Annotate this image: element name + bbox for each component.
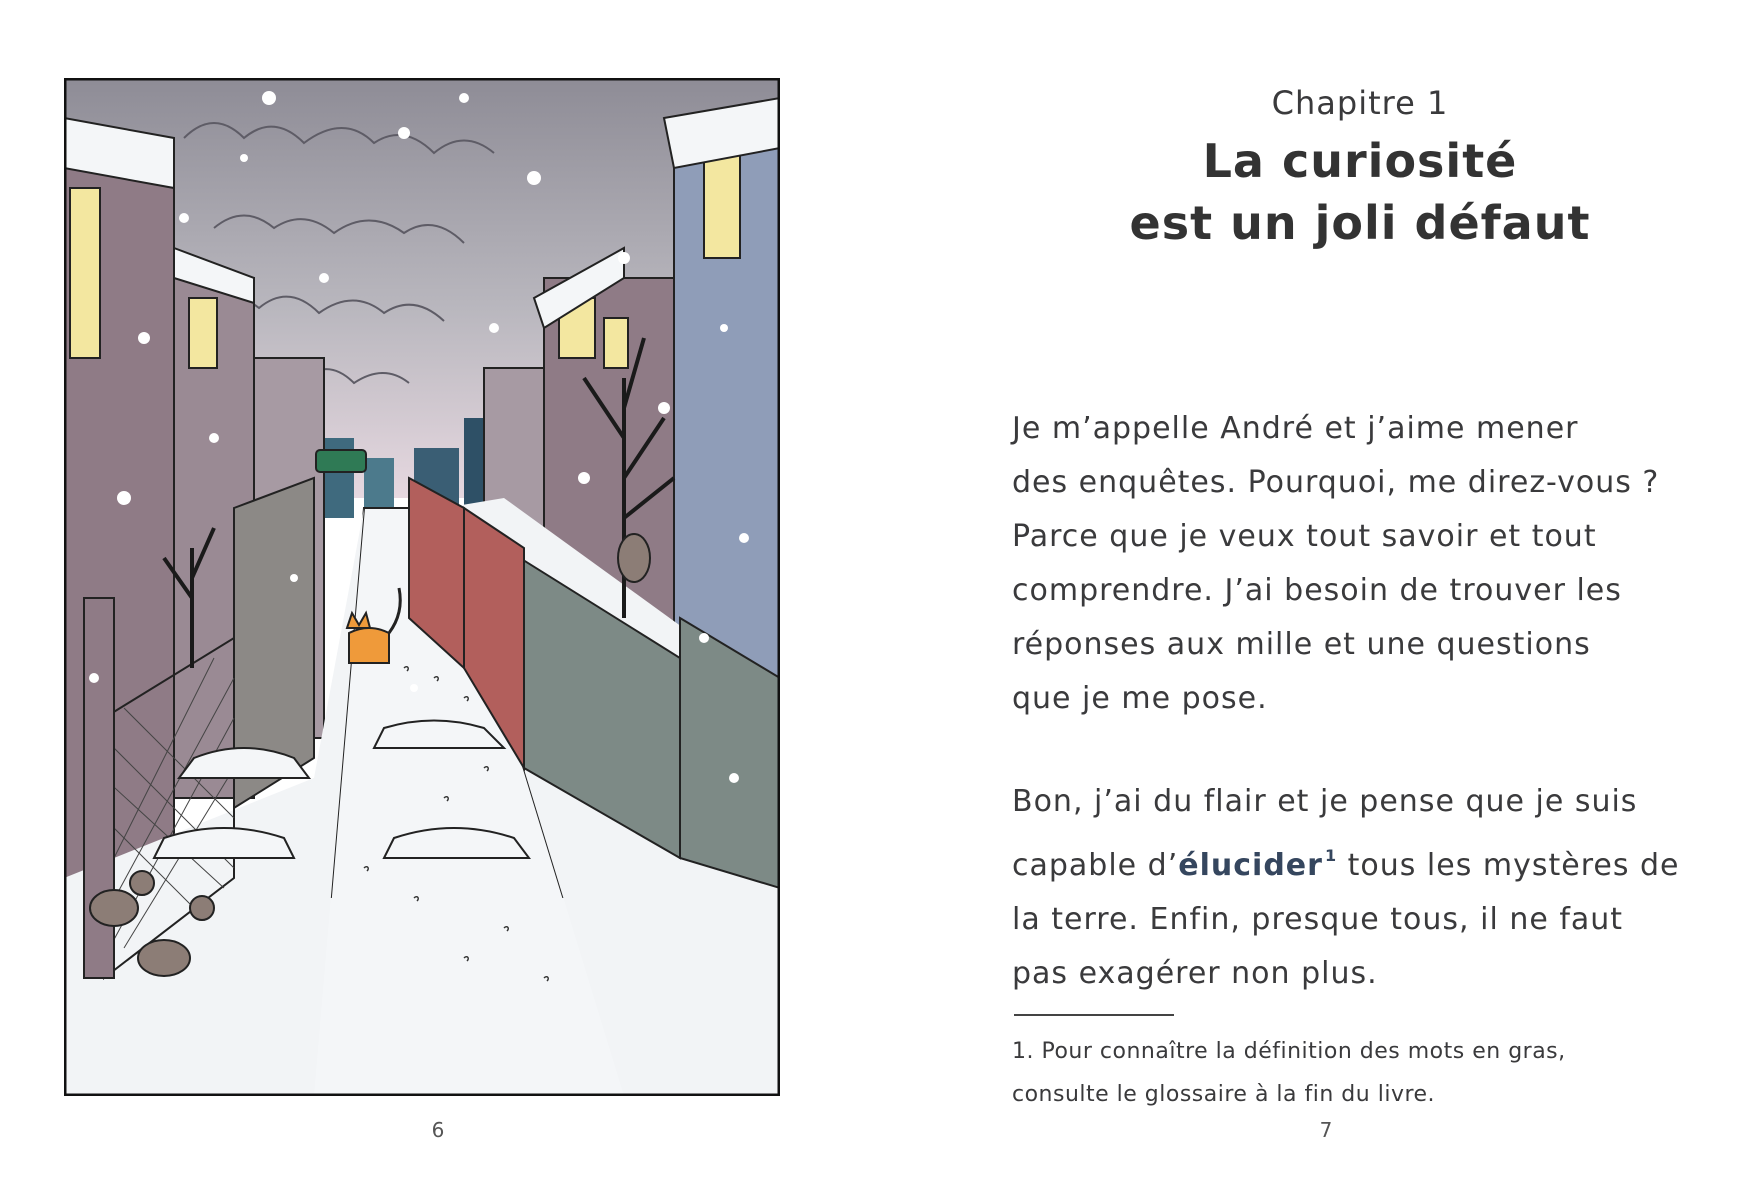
footnote-divider [1014, 1014, 1174, 1016]
paragraph-1-line: que je me pose. [1012, 681, 1268, 716]
chapter-label: Chapitre 1 [1271, 84, 1449, 122]
paragraph-2-line-end: tous les mystères de [1337, 848, 1680, 883]
chapter-title-line-1: La curiosité [1202, 134, 1518, 188]
alley-illustration [64, 78, 780, 1096]
paragraph-2-line: la terre. Enfin, presque tous, il ne faut [1012, 902, 1624, 937]
page-number-right: 7 [1319, 1118, 1333, 1142]
green-car [316, 450, 366, 472]
paragraph-1-line: réponses aux mille et une questions [1012, 627, 1591, 662]
glossary-word-text: élucider [1178, 848, 1323, 883]
paragraph-2-line-start: capable d’ [1012, 848, 1179, 883]
paragraph-1-line: comprendre. J’ai besoin de trouver les [1012, 573, 1622, 608]
footnote-line: 1. Pour connaître la définition des mots en gras, [1012, 1039, 1566, 1064]
page-number-left: 6 [431, 1118, 445, 1142]
paragraph-2-line: pas exagérer non plus. [1012, 956, 1378, 991]
paragraph-2-line: Bon, j’ai du flair et je pense que je suis [1012, 784, 1638, 819]
chapter-title-line-2: est un joli défaut [1129, 196, 1591, 250]
chapter-title [1080, 130, 1640, 254]
footnote-marker: 1 [1324, 846, 1338, 865]
paragraph-2 [1012, 775, 1712, 1001]
glossary-word[interactable] [1178, 848, 1337, 883]
paragraph-1-line: Je m’appelle André et j’aime mener [1012, 411, 1579, 446]
paragraph-1-line: des enquêtes. Pourquoi, me direz-vous ? [1012, 465, 1660, 500]
footnote-line: consulte le glossaire à la fin du livre. [1012, 1082, 1436, 1107]
paragraph-1 [1012, 402, 1712, 726]
footnote [1012, 1030, 1732, 1116]
paragraph-1-line: Parce que je veux tout savoir et tout [1012, 519, 1597, 554]
